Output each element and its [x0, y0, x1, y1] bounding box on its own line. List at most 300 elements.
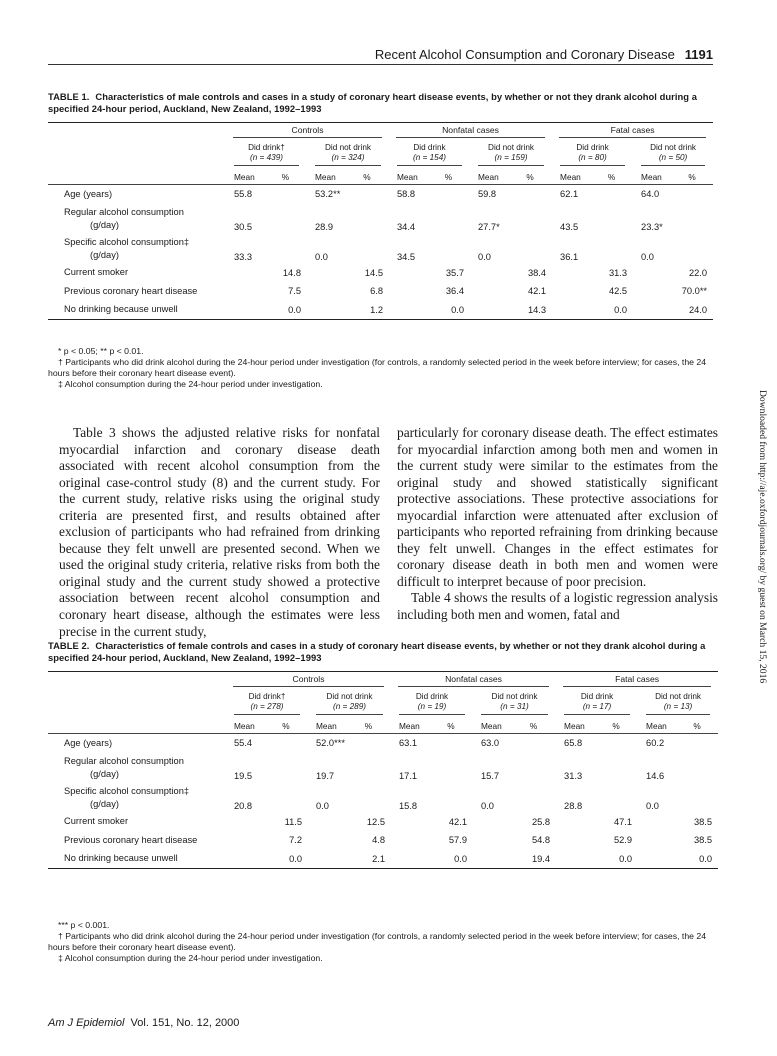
- value-cell: 28.8: [564, 800, 583, 811]
- pct-cell: [677, 282, 713, 301]
- pct-cell: [600, 813, 638, 832]
- subgroup-n: (n = 289): [333, 701, 366, 711]
- subgroup-header: [470, 139, 552, 169]
- pct-cell: [270, 301, 307, 320]
- pct-cell: [517, 783, 556, 813]
- value-cell: 35.7: [445, 267, 464, 278]
- mean-header: Mean: [389, 169, 433, 185]
- mean-header: Mean: [556, 718, 600, 734]
- value-cell: 0.0: [619, 853, 633, 864]
- mean-cell: [633, 282, 677, 301]
- mean-cell: [638, 850, 682, 869]
- table2-footnote-1: *** p < 0.001.: [58, 920, 110, 930]
- mean-cell: [633, 185, 677, 204]
- row-label: [48, 301, 226, 320]
- pct-cell: [596, 301, 633, 320]
- pct-cell: [270, 264, 307, 283]
- value-cell: 58.8: [397, 189, 416, 200]
- value-cell: 0.0: [641, 251, 654, 262]
- mean-cell: [638, 753, 682, 783]
- mean-cell: [307, 185, 351, 204]
- mean-cell: [226, 831, 270, 850]
- group-header-row: [48, 672, 718, 689]
- value-cell: 0.0: [288, 304, 301, 315]
- journal-name: Am J Epidemiol: [48, 1017, 125, 1029]
- mean-cell: [473, 753, 517, 783]
- pct-cell: [435, 734, 473, 753]
- pct-header: %: [270, 169, 307, 185]
- table1-caption: [48, 91, 716, 115]
- running-header-title: Recent Alcohol Consumption and Coronary Disease: [374, 47, 675, 62]
- value-cell: 43.5: [560, 221, 579, 232]
- value-cell: 0.0: [316, 800, 329, 811]
- mean-cell: [226, 301, 270, 320]
- value-cell: 34.4: [397, 221, 416, 232]
- pct-cell: [352, 753, 391, 783]
- mean-cell: [556, 850, 600, 869]
- mean-cell: [226, 234, 270, 264]
- row-label-line1: Regular alcohol consumption: [64, 206, 184, 217]
- pct-header: %: [352, 718, 391, 734]
- row-label-line1: Regular alcohol consumption: [64, 755, 184, 766]
- value-cell: 36.1: [560, 251, 579, 262]
- subgroup-header-box: [646, 692, 710, 715]
- mean-cell: [226, 813, 270, 832]
- mean-cell: [473, 813, 517, 832]
- mean-cell: [389, 204, 433, 234]
- subgroup-header: [391, 688, 473, 718]
- table2-footnote-3: ‡ Alcohol consumption during the 24-hour period under investigation.: [58, 953, 323, 963]
- value-cell: 38.5: [693, 835, 713, 846]
- group-header: [389, 123, 552, 140]
- value-cell: 14.3: [527, 304, 547, 315]
- page-number: 1191: [684, 47, 713, 62]
- mean-cell: [389, 185, 433, 204]
- pct-cell: [435, 753, 473, 783]
- value-cell: 12.5: [366, 816, 385, 827]
- mean-cell: [473, 831, 517, 850]
- pct-cell: [351, 301, 389, 320]
- group-header-label: Fatal cases: [559, 125, 706, 138]
- subgroup-title: Did drink: [413, 142, 446, 152]
- subgroup-title: Did not drink: [650, 142, 697, 152]
- pct-cell: [352, 850, 391, 869]
- mean-cell: [556, 734, 600, 753]
- subgroup-header: [556, 688, 638, 718]
- pct-cell: [517, 753, 556, 783]
- row-label: [48, 753, 226, 783]
- subgroup-header-box: [564, 692, 630, 715]
- subgroup-title: Did not drink: [491, 691, 538, 701]
- body-paragraph-1: Table 3 shows the adjusted relative risks for nonfatal myocardial infarction and coronary disease death associated with recent alcohol consumption from the original case-control study (8) and the current study. For the current study, relative risks using the original study criteria are presented first, and results obtained after exclusion of participants who had refrained from drinking because they felt unwell are presented second. When we used the original study criteria, relative risks from both the original study and the current study showed a protective association between recent alcohol consumption and coronary heart disease, although the estimates were less precise in the current study,: [59, 425, 380, 639]
- value-cell: 31.3: [608, 267, 628, 278]
- value-cell: 36.4: [445, 286, 464, 297]
- pct-cell: [682, 831, 718, 850]
- pct-cell: [270, 185, 307, 204]
- mean-cell: [307, 264, 351, 283]
- mean-cell: [308, 850, 352, 869]
- table-row: [48, 204, 713, 234]
- mean-cell: [638, 783, 682, 813]
- value-cell: 57.9: [448, 835, 467, 846]
- value-cell: 0.0: [481, 800, 494, 811]
- pct-cell: [682, 850, 718, 869]
- table1: [48, 122, 713, 320]
- mean-cell: [633, 264, 677, 283]
- value-cell: 14.8: [282, 267, 301, 278]
- pct-cell: [600, 783, 638, 813]
- value-cell: 6.8: [370, 286, 383, 297]
- mean-header: Mean: [552, 169, 596, 185]
- mean-header: Mean: [308, 718, 352, 734]
- row-label-line2: (g/day): [90, 219, 119, 230]
- pct-header: %: [677, 169, 713, 185]
- pct-cell: [514, 234, 552, 264]
- mean-cell: [308, 783, 352, 813]
- mean-cell: [470, 301, 514, 320]
- row-label-line2: (g/day): [90, 768, 119, 779]
- pct-cell: [433, 185, 470, 204]
- mean-cell: [307, 234, 351, 264]
- pct-header: %: [270, 718, 308, 734]
- pct-cell: [270, 753, 308, 783]
- pct-cell: [517, 813, 556, 832]
- row-label: [48, 185, 226, 204]
- subgroup-header-box: [478, 143, 544, 166]
- subgroup-header: [389, 139, 470, 169]
- pct-cell: [600, 734, 638, 753]
- pct-cell: [433, 234, 470, 264]
- pct-cell: [352, 783, 391, 813]
- body-right-column: [397, 425, 718, 624]
- pct-header: %: [517, 718, 556, 734]
- mean-cell: [470, 185, 514, 204]
- mean-cell: [633, 204, 677, 234]
- mean-cell: [307, 301, 351, 320]
- pct-cell: [351, 234, 389, 264]
- pct-cell: [517, 831, 556, 850]
- mean-cell: [226, 753, 270, 783]
- value-cell: 65.8: [564, 738, 583, 749]
- stub-header: [48, 123, 226, 140]
- pct-cell: [682, 753, 718, 783]
- mean-cell: [389, 264, 433, 283]
- mean-cell: [226, 264, 270, 283]
- value-cell: 54.8: [531, 835, 551, 846]
- table2-footnote-2: † Participants who did drink alcohol during the 24-hour period under investigation (for controls, a randomly selected period in the week before interview; for cases, the 24 hours before their coronary heart disease event).: [48, 931, 707, 952]
- subgroup-header: [638, 688, 718, 718]
- pct-cell: [270, 282, 307, 301]
- mean-cell: [556, 813, 600, 832]
- value-cell: 70.0**: [681, 286, 708, 297]
- row-label: [48, 734, 226, 753]
- group-header-row: [48, 123, 713, 140]
- value-cell: 4.8: [372, 835, 385, 846]
- subgroup-header-box: [397, 143, 462, 166]
- body-left-column: [59, 425, 380, 640]
- row-label: [48, 264, 226, 283]
- row-label: [48, 783, 226, 813]
- pct-cell: [270, 831, 308, 850]
- measure-header-row: [48, 718, 718, 734]
- value-cell: 19.4: [531, 853, 551, 864]
- mean-cell: [470, 282, 514, 301]
- subgroup-title: Did drink: [415, 691, 449, 701]
- table-row: [48, 753, 718, 783]
- mean-cell: [552, 282, 596, 301]
- table-row: [48, 234, 713, 264]
- subgroup-n: (n = 80): [578, 152, 607, 162]
- mean-cell: [226, 282, 270, 301]
- mean-cell: [308, 831, 352, 850]
- pct-cell: [435, 850, 473, 869]
- value-cell: 27.7*: [478, 221, 500, 232]
- mean-cell: [391, 850, 435, 869]
- pct-cell: [270, 234, 307, 264]
- stub-header: [48, 139, 226, 169]
- group-header: [391, 672, 556, 689]
- subgroup-header-row: [48, 688, 718, 718]
- row-label-line1: Specific alcohol consumption‡: [64, 236, 190, 247]
- row-label: [48, 282, 226, 301]
- mean-header: Mean: [391, 718, 435, 734]
- pct-cell: [596, 264, 633, 283]
- value-cell: 53.2**: [315, 189, 341, 200]
- value-cell: 11.5: [284, 816, 302, 827]
- pct-cell: [435, 831, 473, 850]
- pct-header: %: [351, 169, 389, 185]
- stub-header: [48, 718, 226, 734]
- value-cell: 64.0: [641, 189, 660, 200]
- value-cell: 15.7: [481, 770, 500, 781]
- mean-cell: [389, 301, 433, 320]
- row-label-line1: Current smoker: [64, 267, 129, 278]
- row-label-line1: Specific alcohol consumption‡: [64, 785, 190, 796]
- value-cell: 0.0: [451, 304, 464, 315]
- subgroup-header-box: [641, 143, 705, 166]
- mean-cell: [389, 234, 433, 264]
- table-row: [48, 850, 718, 869]
- mean-cell: [391, 813, 435, 832]
- table-row: [48, 813, 718, 832]
- running-header: [0, 47, 713, 62]
- table1-caption-text: Characteristics of male controls and cases in a study of coronary heart disease events, by whether or not they drank alcohol during a specified 24-hour period, Auckland, New Zealand, 1992–1993: [48, 91, 697, 114]
- pct-cell: [600, 850, 638, 869]
- mean-cell: [556, 831, 600, 850]
- table1-footnote-1: * p < 0.05; ** p < 0.01.: [58, 346, 144, 356]
- pct-cell: [270, 850, 308, 869]
- subgroup-n: (n = 31): [500, 701, 529, 711]
- value-cell: 31.3: [564, 770, 583, 781]
- value-cell: 42.5: [608, 286, 628, 297]
- table-row: [48, 185, 713, 204]
- subgroup-header: [226, 139, 307, 169]
- group-header: [226, 672, 391, 689]
- table-row: [48, 734, 718, 753]
- mean-header: Mean: [226, 718, 270, 734]
- subgroup-n: (n = 439): [250, 152, 283, 162]
- table2-footnotes: [48, 920, 716, 964]
- mean-cell: [308, 813, 352, 832]
- value-cell: 63.0: [481, 738, 500, 749]
- table2-caption: [48, 640, 716, 664]
- value-cell: 38.5: [693, 816, 713, 827]
- mean-cell: [226, 734, 270, 753]
- pct-header: %: [435, 718, 473, 734]
- value-cell: 42.1: [527, 286, 547, 297]
- mean-cell: [552, 234, 596, 264]
- mean-cell: [473, 734, 517, 753]
- pct-cell: [600, 831, 638, 850]
- journal-footer: [48, 1017, 239, 1029]
- subgroup-header-box: [315, 143, 381, 166]
- value-cell: 0.0: [614, 304, 628, 315]
- pct-cell: [514, 185, 552, 204]
- subgroup-header: [308, 688, 391, 718]
- table-row: [48, 831, 718, 850]
- mean-cell: [638, 734, 682, 753]
- pct-header: %: [433, 169, 470, 185]
- subgroup-n: (n = 13): [663, 701, 693, 711]
- pct-cell: [677, 301, 713, 320]
- row-label: [48, 234, 226, 264]
- subgroup-header: [473, 688, 556, 718]
- mean-cell: [391, 734, 435, 753]
- mean-cell: [473, 783, 517, 813]
- value-cell: 55.4: [234, 738, 253, 749]
- subgroup-n: (n = 324): [331, 152, 365, 162]
- value-cell: 24.0: [688, 304, 708, 315]
- subgroup-title: Did drink†: [248, 691, 286, 701]
- value-cell: 0.0: [646, 800, 659, 811]
- pct-cell: [682, 734, 718, 753]
- subgroup-n: (n = 278): [250, 701, 284, 711]
- side-note: [757, 390, 769, 684]
- value-cell: 7.2: [289, 835, 302, 846]
- side-note-text: Downloaded from http://aje.oxfordjournals.org/ by guest on March 15, 2016: [757, 390, 768, 684]
- value-cell: 0.0: [315, 251, 328, 262]
- body-paragraph-3: Table 4 shows the results of a logistic regression analysis including both men and women, fatal and: [397, 590, 718, 623]
- value-cell: 22.0: [688, 267, 708, 278]
- value-cell: 20.8: [234, 800, 253, 811]
- pct-cell: [351, 185, 389, 204]
- value-cell: 30.5: [234, 221, 253, 232]
- pct-header: %: [682, 718, 718, 734]
- pct-header: %: [514, 169, 552, 185]
- journal-volume: Vol. 151, No. 12, 2000: [130, 1017, 240, 1029]
- row-label: [48, 813, 226, 832]
- pct-cell: [270, 734, 308, 753]
- subgroup-header-box: [234, 692, 300, 715]
- row-label-line2: (g/day): [90, 249, 119, 260]
- subgroup-title: Did drink: [576, 142, 609, 152]
- pct-cell: [352, 831, 391, 850]
- mean-cell: [552, 204, 596, 234]
- subgroup-n: (n = 159): [494, 152, 528, 162]
- table-row: [48, 264, 713, 283]
- row-label-line1: Current smoker: [64, 816, 129, 827]
- value-cell: 38.4: [527, 267, 547, 278]
- row-label-line1: Age (years): [64, 737, 113, 748]
- pct-cell: [677, 185, 713, 204]
- pct-cell: [435, 783, 473, 813]
- table1-footnote-3: ‡ Alcohol consumption during the 24-hour period under investigation.: [58, 379, 323, 389]
- mean-header: Mean: [633, 169, 677, 185]
- pct-cell: [514, 204, 552, 234]
- subgroup-title: Did not drink: [655, 691, 702, 701]
- pct-cell: [514, 282, 552, 301]
- stub-header: [48, 169, 226, 185]
- pct-cell: [677, 234, 713, 264]
- pct-cell: [351, 204, 389, 234]
- value-cell: 19.5: [234, 770, 253, 781]
- group-header-label: Fatal cases: [563, 674, 711, 687]
- value-cell: 62.1: [560, 189, 579, 200]
- group-header: [556, 672, 718, 689]
- mean-cell: [552, 301, 596, 320]
- value-cell: 42.1: [448, 816, 467, 827]
- subgroup-title: Did drink†: [248, 142, 285, 152]
- subgroup-header: [226, 688, 308, 718]
- mean-cell: [638, 831, 682, 850]
- value-cell: 33.3: [234, 251, 253, 262]
- pct-cell: [351, 264, 389, 283]
- pct-cell: [596, 204, 633, 234]
- subgroup-title: Did not drink: [488, 142, 534, 152]
- value-cell: 15.8: [399, 800, 418, 811]
- header-rule: [48, 64, 713, 65]
- mean-cell: [633, 301, 677, 320]
- pct-cell: [433, 282, 470, 301]
- pct-cell: [514, 264, 552, 283]
- group-header: [552, 123, 713, 140]
- subgroup-title: Did drink: [580, 691, 614, 701]
- pct-cell: [677, 264, 713, 283]
- pct-cell: [270, 813, 308, 832]
- group-header-label: Nonfatal cases: [396, 125, 545, 138]
- mean-cell: [391, 783, 435, 813]
- value-cell: 25.8: [531, 816, 551, 827]
- mean-header: Mean: [307, 169, 351, 185]
- value-cell: 1.2: [370, 304, 383, 315]
- mean-cell: [389, 282, 433, 301]
- value-cell: 52.0***: [316, 738, 345, 749]
- pct-cell: [517, 734, 556, 753]
- row-label: [48, 850, 226, 869]
- pct-header: %: [596, 169, 633, 185]
- row-label: [48, 831, 226, 850]
- mean-cell: [308, 734, 352, 753]
- value-cell: 14.6: [646, 770, 665, 781]
- value-cell: 63.1: [399, 738, 418, 749]
- mean-header: Mean: [473, 718, 517, 734]
- mean-header: Mean: [470, 169, 514, 185]
- value-cell: 17.1: [399, 770, 418, 781]
- mean-header: Mean: [226, 169, 270, 185]
- value-cell: 47.1: [613, 816, 633, 827]
- value-cell: 52.9: [613, 835, 633, 846]
- pct-cell: [270, 783, 308, 813]
- row-label-line1: No drinking because unwell: [64, 304, 178, 315]
- mean-cell: [470, 264, 514, 283]
- row-label: [48, 204, 226, 234]
- mean-header: Mean: [638, 718, 682, 734]
- subgroup-n: (n = 17): [582, 701, 612, 711]
- value-cell: 59.8: [478, 189, 497, 200]
- subgroup-header-row: [48, 139, 713, 169]
- group-header-label: Controls: [233, 125, 382, 138]
- pct-cell: [433, 264, 470, 283]
